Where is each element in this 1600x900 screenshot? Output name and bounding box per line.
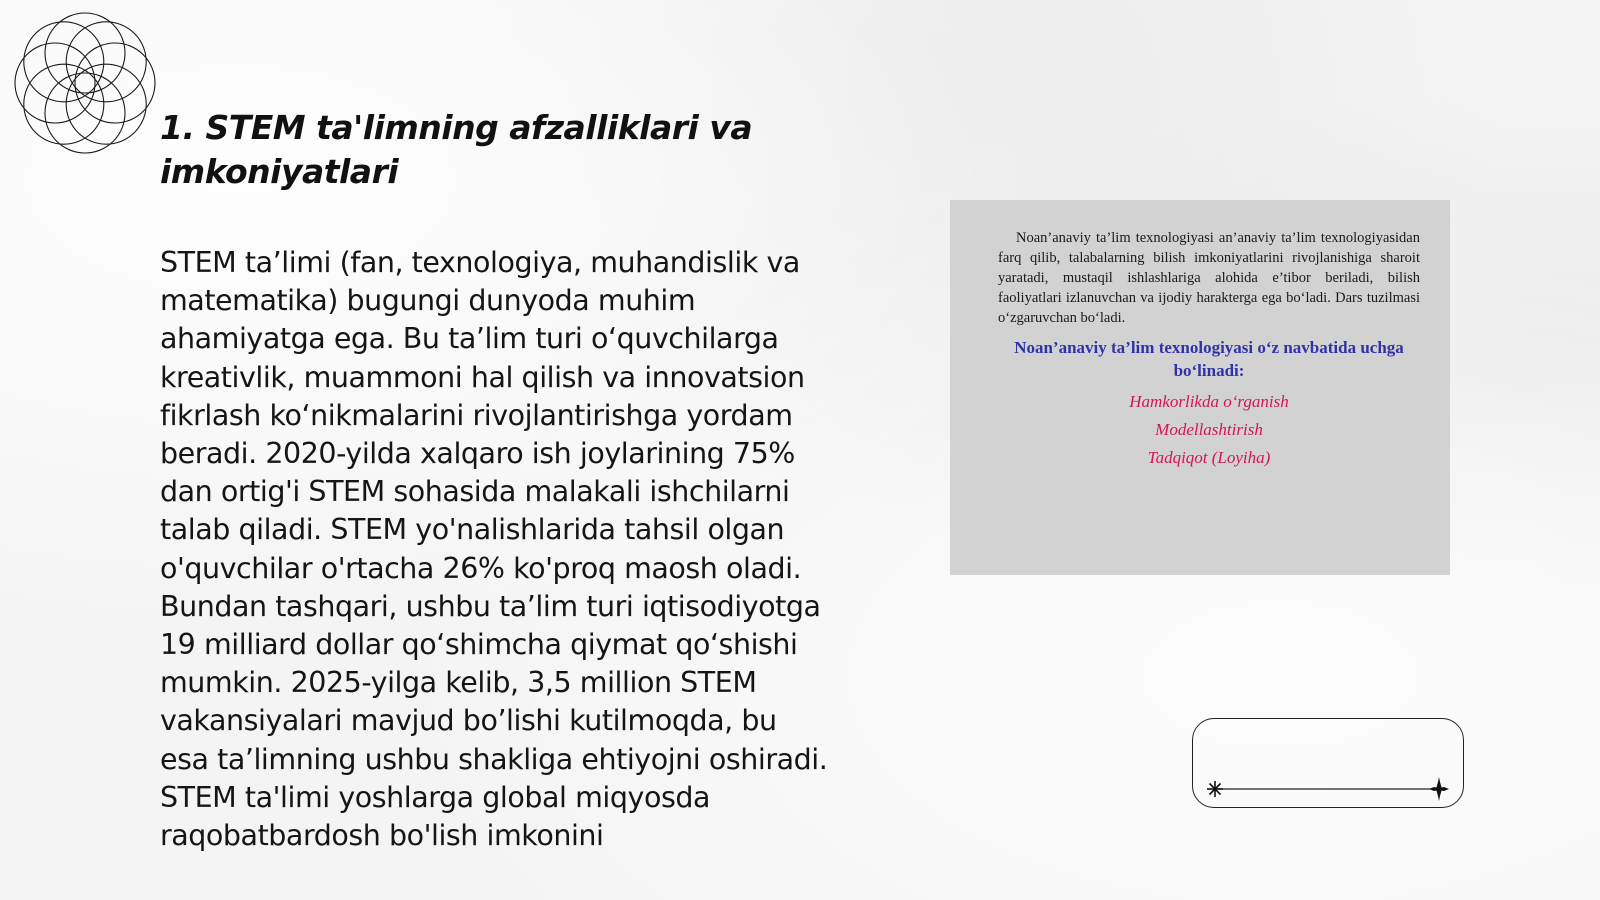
document-list-item: Hamkorlikda o‘rganish — [1129, 392, 1289, 411]
document-list-item: Modellashtirish — [1155, 420, 1263, 439]
slide-body-text: STEM ta’limi (fan, texnologiya, muhandislik va matematika) bugungi dunyoda muhim ahamiyatga ega. Bu ta’lim turi o‘quvchilarga kreativlik, muammoni hal qilish va innovatsion fikrlash ko‘nikmalarini rivojlantirishga yordam beradi. 2020-yilda xalqaro ish joylarining 75% dan ortig'i STEM sohasida malakali ishchilarni talab qiladi. STEM yo'nalishlarida tahsil olgan o'quvchilar o'rtacha 26% ko'proq maosh oladi. Bundan tashqari, ushbu ta’lim turi iqtisodiyotga 19 milliard dollar qo‘shimcha qiymat qo‘shishi mumkin. 2025-yilga kelib, 3,5 million STEM vakansiyalari mavjud bo’lishi kutilmoqda, bu esa ta’limning ushbu shakliga ehtiyojni oshiradi. STEM ta'limi yoshlarga global miqyosda raqobatbardosh bo'lish imkonini — [160, 246, 828, 853]
document-heading: Noan’anaviy ta’lim texnologiyasi o‘z navbatida uchga bo‘linadi: — [1014, 338, 1404, 380]
document-paragraph: Noan’anaviy ta’lim texnologiyasi an’anaviy ta’lim texnologiyasidan farq qilib, talabalarning bilish imkoniyatlarini rivojlanishiga sharoit yaratadi, mustaqil ishlashlariga alohida e’tibor beriladi, bilish faoliyatlari izlanuvchan va ijodiy harakterga ega bo‘ladi. Dars tuzilmasi o‘zgaruvchan bo‘ladi. — [998, 230, 1420, 326]
decorative-pill-frame — [1192, 718, 1464, 808]
sparkle-icon — [1207, 781, 1223, 797]
pill-line-decoration — [1193, 719, 1465, 809]
document-list-item: Tadqiqot (Loyiha) — [1147, 448, 1271, 467]
document-image — [950, 200, 1450, 575]
slide-title: 1. STEM ta'limning afzalliklari va imkoniyatlari — [160, 108, 753, 191]
star-icon — [1429, 777, 1449, 801]
circle-rosette-icon — [10, 8, 160, 158]
